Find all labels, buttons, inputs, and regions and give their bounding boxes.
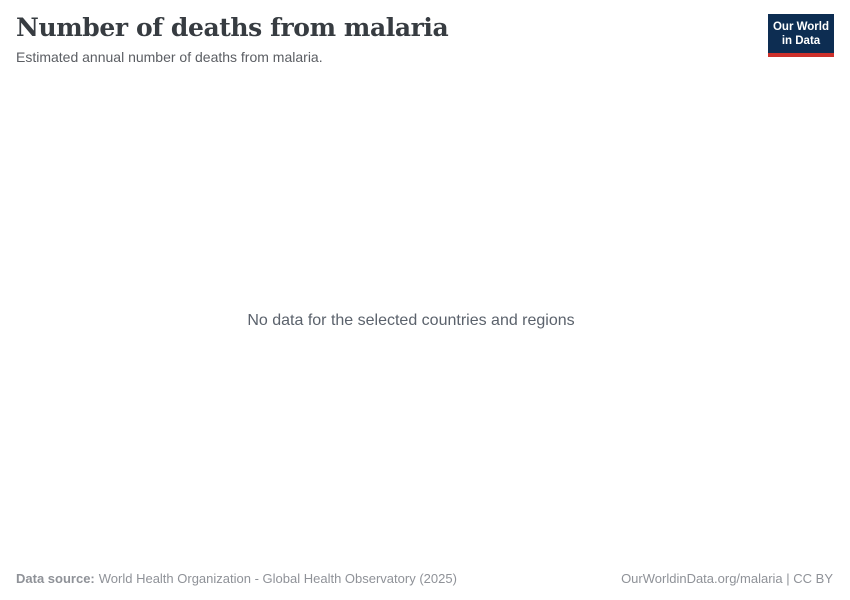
logo-text-line2: in Data (781, 35, 821, 47)
data-source (16, 571, 457, 588)
footer-citation-link[interactable]: OurWorldinData.org/malaria | CC BY (621, 571, 833, 587)
logo-text-line1: Our World (772, 21, 829, 33)
no-data-message: No data for the selected countries and regions (247, 312, 575, 329)
data-source-label: Data source: (16, 571, 95, 587)
chart-subtitle: Estimated annual number of deaths from malaria. (16, 49, 323, 65)
data-source-text: World Health Organization - Global Health Observatory (2025) (98, 571, 457, 587)
page-title: Number of deaths from malaria (16, 13, 449, 42)
chart-header (16, 13, 740, 66)
owid-logo[interactable] (768, 14, 834, 57)
chart-footer (16, 571, 833, 588)
